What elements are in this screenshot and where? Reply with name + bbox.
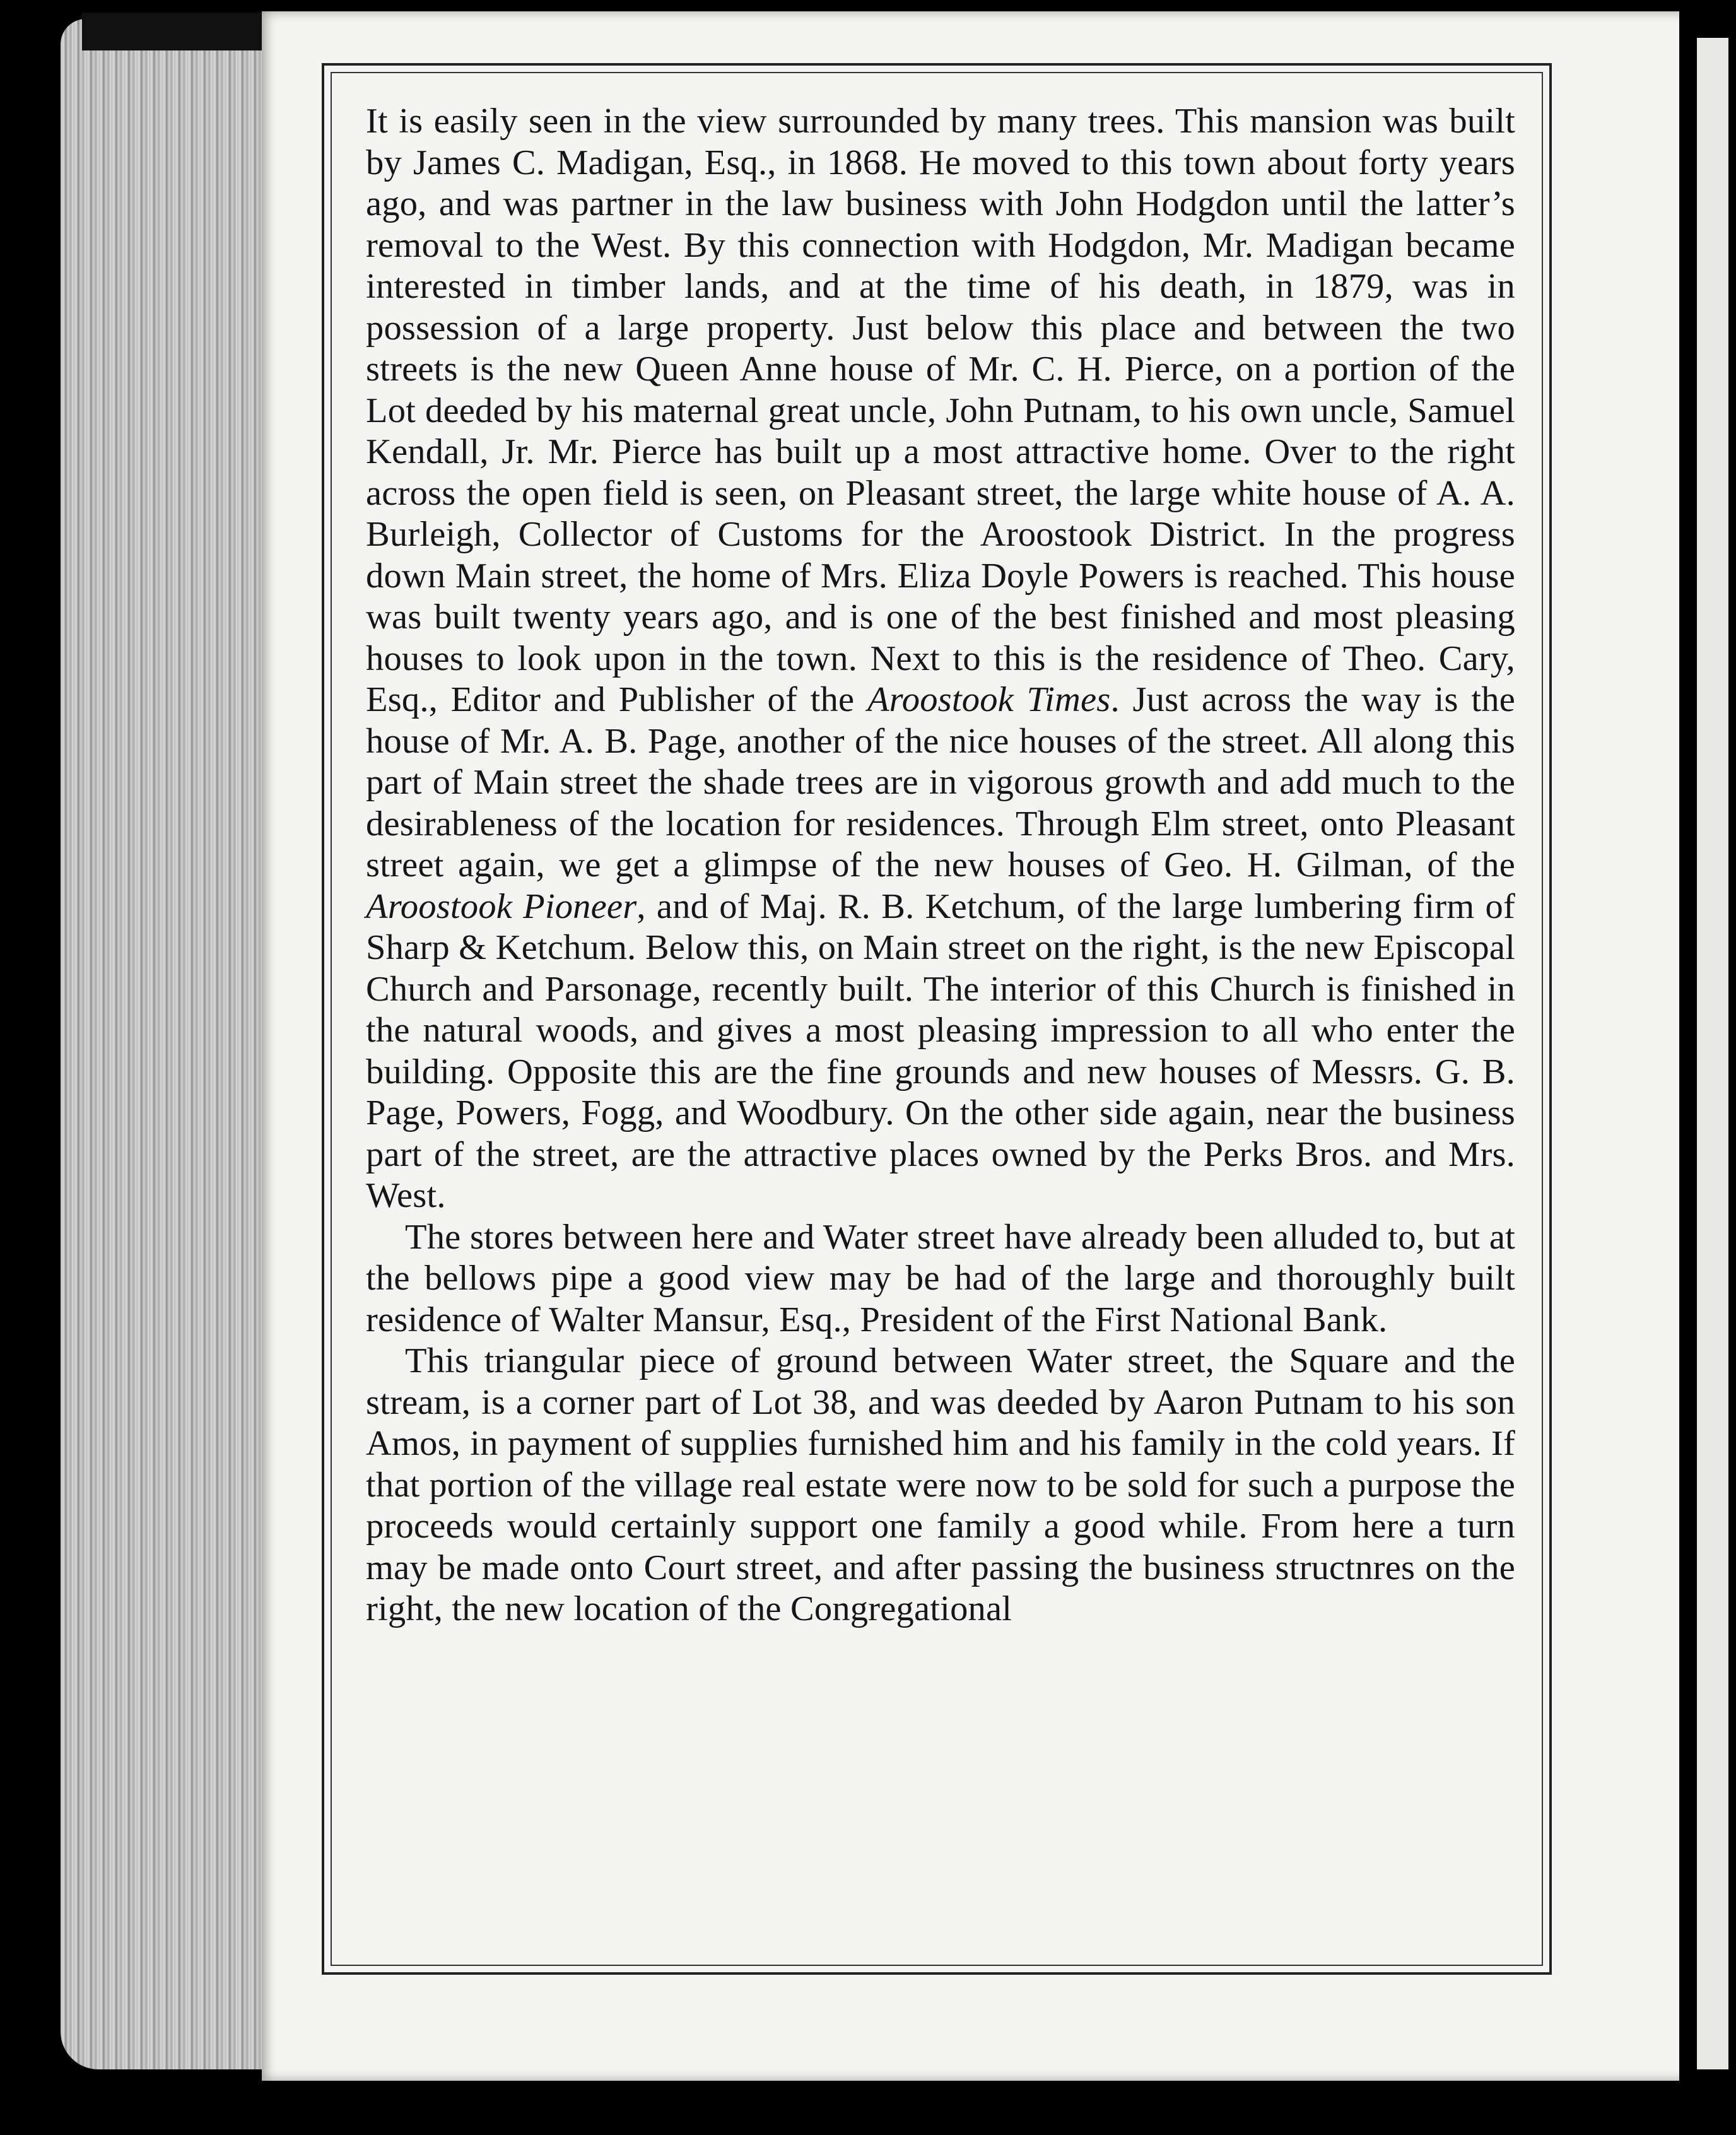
paragraph-1-text-a: It is easily seen in the view surrounded by many trees. This mansion was built by James C. Madigan, Esq., in 1868. He moved to this town about forty years ago, and was partner in the law business with John Hodgdon until the latter’s removal to the West. By this connection with Hodgdon, Mr. Madigan became interested in timber lands, and at the time of his death, in 1879, was in possession of a large property. Just below this place and between the two streets is the new Queen Anne house of Mr. C. H. Pierce, on a portion of the Lot deeded by his maternal great uncle, John Putnam, to his own uncle, Samuel Kendall, Jr. Mr. Pierce has built up a most attractive home. Over to the right across the open field is seen, on Pleasant street, the large white house of A. A. Burleigh, Collector of Customs for the Aroostook District. In the progress down Main street, the home of Mrs. Eliza Doyle Powers is reached. This house was built twenty years ago, and is one of the best finished and most pleasing houses to look upon in the town. Next to this is the residence of Theo. Cary, Esq., Editor and Publisher of the (366, 102, 1515, 719)
book-shadow (82, 13, 271, 50)
paragraph-1 (366, 101, 1515, 1217)
paragraph-1-text-b: . Just across the way is the house of Mr. A. B. Page, another of the nice houses of the street. All along this part of Main street the shade trees are in vigorous growth and add much to the desirableness of the location for residences. Through Elm street, onto Pleasant street again, we get a glimpse of the new houses of Geo. H. Gilman, of the (366, 680, 1515, 885)
paragraph-3-text: This triangular piece of ground between Water street, the Square and the stream, is a corner part of Lot 38, and was deeded by Aaron Putnam to his son Amos, in payment of supplies furnished him and his family in the cold years. If that portion of the village real estate were now to be sold for such a purpose the proceeds would certainly support one family a good while. From here a turn may be made onto Court street, and after passing the business structnres on the right, the new location of the Congregational (366, 1341, 1515, 1628)
paragraph-3 (366, 1341, 1515, 1630)
page-text (366, 101, 1515, 1630)
facing-page-edge (1697, 38, 1728, 2069)
paragraph-1-italic-title-a: Aroostook Times (867, 680, 1111, 719)
paragraph-1-text-c: , and of Maj. R. B. Ketchum, of the large lumbering firm of Sharp & Ketchum. Below this, on Main street on the right, is the new Episcopal Church and Parsonage, recently built. The interior of this Church is finished in the natural woods, and gives a most pleasing impression to all who enter the building. Opposite this are the fine grounds and new houses of Messrs. G. B. Page, Powers, Fogg, and Woodbury. On the other side again, near the business part of the street, are the attractive places owned by the Perks Bros. and Mrs. West. (366, 886, 1515, 1215)
book-page-edges (61, 19, 275, 2069)
paragraph-2 (366, 1217, 1515, 1341)
paragraph-2-text: The stores between here and Water street have already been alluded to, but at the bellows pipe a good view may be had of the large and thoroughly built residence of Walter Mansur, Esq., President of the First National Bank. (366, 1217, 1515, 1339)
paragraph-1-italic-title-b: Aroostook Pioneer (366, 886, 637, 926)
